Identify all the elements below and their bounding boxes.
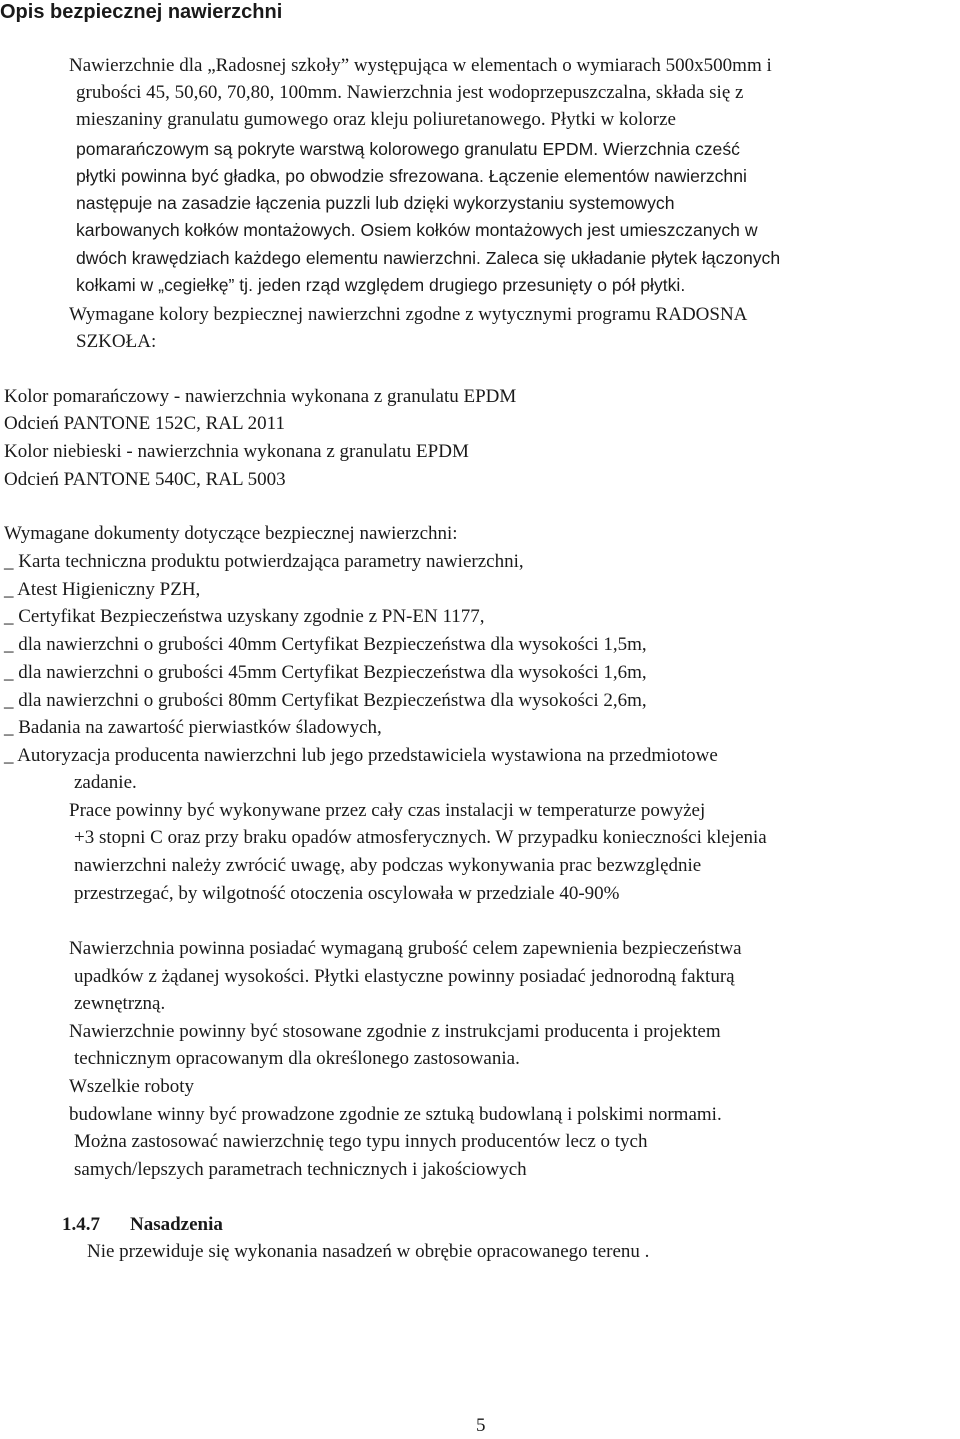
intro-line: Wymagane kolory bezpiecznej nawierzchni zgodne z wytycznymi programu RADOSNA [69,304,748,325]
intro-line: kołkami w „cegiełkę” tj. jeden rząd względem drugiego przesunięty o pół płytki. [76,275,686,295]
requirements-line: Nawierzchnia powinna posiadać wymaganą grubość celem zapewnienia bezpieczeństwa [69,938,742,959]
document-item: _ Badania na zawartość pierwiastków śladowych, [4,717,382,738]
section-text: Nie przewiduje się wykonania nasadzeń w obrębie opracowanego terenu . [87,1241,650,1262]
page-number: 5 [476,1415,486,1436]
intro-line: karbowanych kołków montażowych. Osiem kołków montażowych jest umieszczanych w [76,220,758,240]
color-line: Kolor pomarańczowy - nawierzchnia wykonana z granulatu EPDM [4,386,517,407]
section-title: Nasadzenia [130,1214,223,1235]
document-item: _ Atest Higieniczny PZH, [4,579,201,600]
installation-line: przestrzegać, by wilgotność otoczenia oscylowała w przedziale 40-90% [74,883,620,904]
installation-line: Prace powinny być wykonywane przez cały czas instalacji w temperaturze powyżej [69,800,706,821]
requirements-line: zewnętrzną. [74,993,166,1014]
requirements-line: Można zastosować nawierzchnię tego typu innych producentów lecz o tych [74,1131,648,1152]
document-item: _ Autoryzacja producenta nawierzchni lub jego przedstawiciela wystawiona na przedmiotowe [4,745,718,766]
requirements-line: Wszelkie roboty [69,1076,195,1097]
document-item: _ Certyfikat Bezpieczeństwa uzyskany zgodnie z PN-EN 1177, [4,606,485,627]
page-heading: Opis bezpiecznej nawierzchni [0,1,283,23]
document-item: _ dla nawierzchni o grubości 40mm Certyfikat Bezpieczeństwa dla wysokości 1,5m, [4,634,647,655]
document-item: _ dla nawierzchni o grubości 80mm Certyfikat Bezpieczeństwa dla wysokości 2,6m, [4,690,647,711]
requirements-line: Nawierzchnie powinny być stosowane zgodnie z instrukcjami producenta i projektem [69,1021,721,1042]
intro-line: Nawierzchnie dla „Radosnej szkoły” występująca w elementach o wymiarach 500x500mm i [69,55,772,76]
documents-heading: Wymagane dokumenty dotyczące bezpiecznej nawierzchni: [4,523,458,544]
intro-line: następuje na zasadzie łączenia puzzli lub dzięki wykorzystaniu systemowych [76,193,675,213]
requirements-line: upadków z żądanej wysokości. Płytki elastyczne powinny posiadać jednorodną fakturą [74,966,735,987]
requirements-line: samych/lepszych parametrach technicznych i jakościowych [74,1159,527,1180]
intro-line: dwóch krawędziach każdego elementu nawierzchni. Zaleca się układanie płytek łączonych [76,248,781,268]
document-item-continuation: zadanie. [74,772,137,793]
color-line: Odcień PANTONE 540C, RAL 5003 [4,469,286,490]
intro-line: grubości 45, 50,60, 70,80, 100mm. Nawierzchnia jest wodoprzepuszczalna, składa się z [76,82,744,103]
requirements-line: budowlane winny być prowadzone zgodnie ze sztuką budowlaną i polskimi normami. [69,1104,722,1125]
intro-line: SZKOŁA: [76,331,157,352]
section-number: 1.4.7 [62,1214,100,1235]
intro-line: pomarańczowym są pokryte warstwą kolorowego granulatu EPDM. Wierzchnia cześć [76,139,740,159]
color-line: Kolor niebieski - nawierzchnia wykonana z granulatu EPDM [4,441,469,462]
installation-line: +3 stopni C oraz przy braku opadów atmosferycznych. W przypadku konieczności klejenia [74,827,767,848]
color-line: Odcień PANTONE 152C, RAL 2011 [4,413,285,434]
document-item: _ dla nawierzchni o grubości 45mm Certyfikat Bezpieczeństwa dla wysokości 1,6m, [4,662,647,683]
installation-line: nawierzchni należy zwrócić uwagę, aby podczas wykonywania prac bezwzględnie [74,855,702,876]
requirements-line: technicznym opracowanym dla określonego zastosowania. [74,1048,520,1069]
intro-line: mieszaniny granulatu gumowego oraz kleju poliuretanowego. Płytki w kolorze [76,109,676,130]
document-item: _ Karta techniczna produktu potwierdzająca parametry nawierzchni, [4,551,524,572]
intro-line: płytki powinna być gładka, po obwodzie sfrezowana. Łączenie elementów nawierzchni [76,166,747,186]
